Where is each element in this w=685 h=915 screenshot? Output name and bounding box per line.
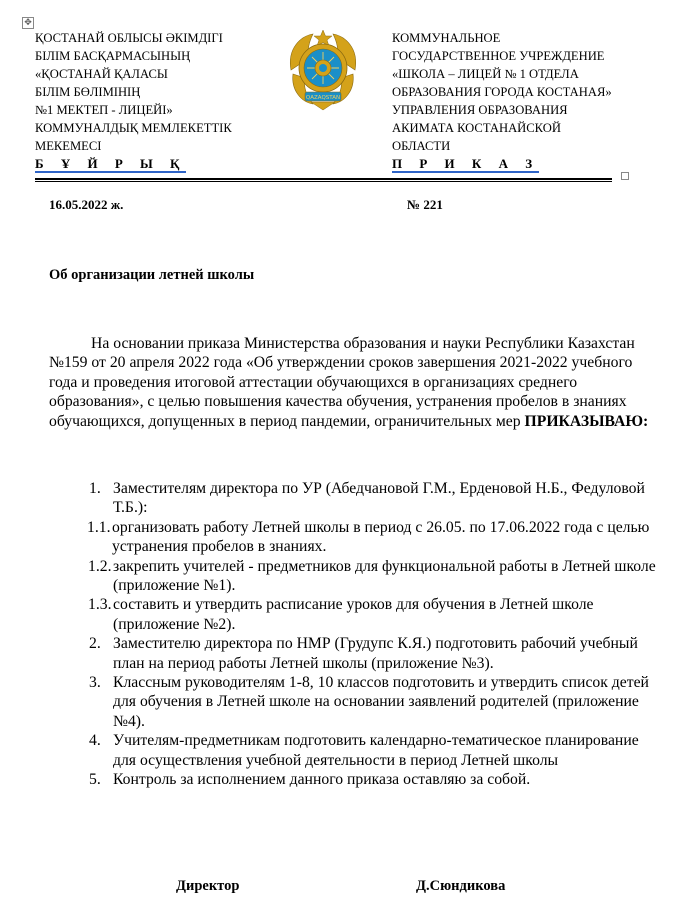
body-paragraph	[49, 334, 649, 431]
list-item-text: Учителям-предметникам подготовить календарно-тематическое планирование для осуществления учебной деятельности в период Летней школы	[113, 732, 639, 769]
state-emblem-icon	[283, 28, 363, 112]
doc-type-russian	[392, 155, 652, 173]
signature-name: Д.Сюндикова	[416, 878, 506, 894]
list-item-number: 4.	[89, 732, 101, 750]
header-right-line: КОММУНАЛЬНОЕ	[392, 31, 501, 45]
header-left-line: КОММУНАЛДЫҚ МЕМЛЕКЕТТІК	[35, 121, 232, 135]
header-left-kazakh	[35, 29, 265, 173]
document-date: 16.05.2022 ж.	[49, 197, 124, 212]
header-right-line: АКИМАТА КОСТАНАЙСКОЙ	[392, 121, 561, 135]
table-move-handle[interactable]: ✥	[22, 17, 34, 29]
list-item-number: 1.3.	[88, 596, 112, 614]
header-right-line: ОБЛАСТИ	[392, 139, 451, 153]
list-item-number: 2.	[89, 635, 101, 653]
header-left-line: ҚОСТАНАЙ ОБЛЫСЫ ӘКІМДІГІ	[35, 31, 223, 45]
list-item	[89, 673, 659, 731]
list-item-number: 5.	[89, 771, 101, 789]
doc-type-russian-text: П Р И К А З	[392, 156, 540, 171]
header-left-line: №1 МЕКТЕП - ЛИЦЕЙІ»	[35, 103, 173, 117]
header-right-line: ГОСУДАРСТВЕННОЕ УЧРЕЖДЕНИЕ	[392, 49, 605, 63]
list-item	[89, 634, 659, 673]
header-left-line: БІЛІМ БАСҚАРМАСЫНЫҢ	[35, 49, 191, 63]
emblem-text: QAZAQSTAN	[305, 95, 341, 101]
list-item-number: 3.	[89, 674, 101, 692]
list-item	[89, 557, 659, 596]
list-item	[89, 770, 659, 789]
list-item-number: 1.2.	[88, 557, 112, 575]
list-item-text: Заместителю директора по НМР (Грудупс К.Я.) подготовить рабочий учебный план на период работы Летней школы (приложение №3).	[113, 635, 638, 672]
header-left-line: БІЛІМ БӨЛІМІНІҢ	[35, 85, 141, 99]
list-item-number: 1.1.	[87, 518, 111, 536]
header-right-line: «ШКОЛА – ЛИЦЕЙ № 1 ОТДЕЛА	[392, 67, 579, 81]
list-item-text: Классным руководителям 1-8, 10 классов подготовить и утвердить список детей для обучения в Летней школе на основании заявлений родителей (приложение №4).	[113, 674, 649, 730]
list-item-number: 1.	[89, 480, 101, 497]
document-number: № 221	[407, 197, 443, 212]
document-subject: Об организации летней школы	[49, 267, 255, 283]
list-item	[88, 518, 659, 557]
orders-list	[89, 479, 659, 790]
header-right-russian	[392, 29, 652, 173]
body-paragraph-order-word: ПРИКАЗЫВАЮ:	[524, 412, 649, 430]
header-separator	[35, 178, 612, 182]
signature-title: Директор	[176, 878, 240, 894]
table-resize-handle[interactable]	[621, 172, 629, 180]
header-left-line: МЕКЕМЕСІ	[35, 139, 102, 153]
list-item-text: составить и утвердить расписание уроков для обучения в Летней школе (приложение №2).	[113, 596, 594, 633]
list-item-text: Контроль за исполнением данного приказа оставляю за собой.	[113, 771, 531, 789]
header-right-line: УПРАВЛЕНИЯ ОБРАЗОВАНИЯ	[392, 103, 568, 117]
list-item	[89, 731, 659, 770]
doc-type-kazakh-text: Б Ұ Й Р Ы Қ	[35, 156, 187, 171]
list-item-text: организовать работу Летней школы в период с 26.05. по 17.06.2022 года с целью устранения пробелов в знаниях.	[112, 518, 650, 556]
body-paragraph-text: На основании приказа Министерства образования и науки Республики Казахстан №159 от 20 апреля 2022 года «Об утверждении сроков завершения 2021-2022 учебного года и проведения итоговой аттестации обучающихся в организациях среднего образования», с целью повышения качества обучения, устранения пробелов в знаниях обучающихся, допущенных в период пандемии, ограничительных мер	[49, 335, 635, 430]
header-right-line: ОБРАЗОВАНИЯ ГОРОДА КОСТАНАЯ»	[392, 85, 612, 99]
list-item-text: Заместителям директора по УР (Абедчановой Г.М., Ерденовой Н.Б., Федуловой Т.Б.):	[113, 480, 645, 517]
doc-type-kazakh	[35, 155, 265, 173]
list-item-text: закрепить учителей - предметников для функциональной работы в Летней школе (приложение №1).	[113, 557, 656, 595]
header-left-line: «ҚОСТАНАЙ ҚАЛАСЫ	[35, 67, 168, 81]
list-item	[89, 479, 659, 518]
list-item	[89, 595, 659, 634]
